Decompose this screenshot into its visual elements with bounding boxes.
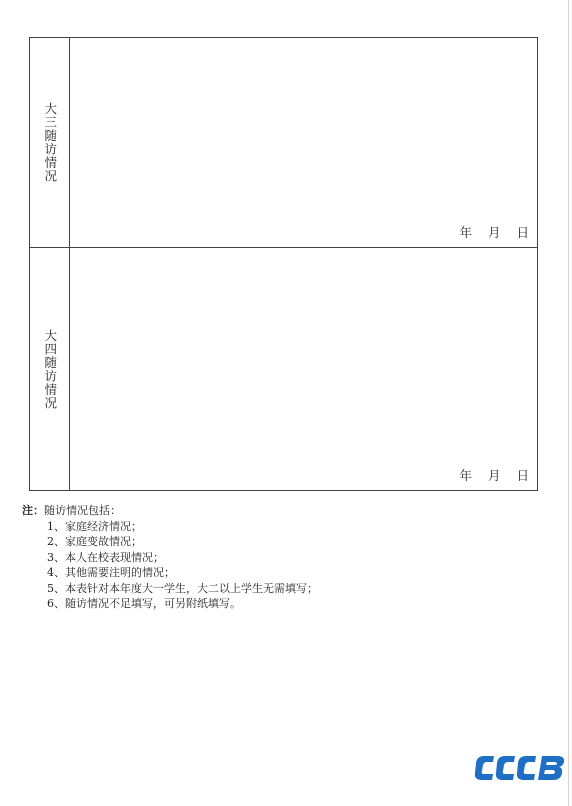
date-year-label: 年 <box>459 468 472 483</box>
date-line-year3 <box>459 223 529 241</box>
row-label-cell <box>30 248 70 490</box>
date-month-label: 月 <box>487 468 501 483</box>
date-month-label: 月 <box>487 225 501 240</box>
cccb-logo <box>474 753 566 783</box>
date-line-year4 <box>459 466 529 484</box>
notes-section <box>22 503 318 612</box>
table-row-year4 <box>30 248 537 490</box>
row-label-year3: 大三随访情况 <box>42 102 58 183</box>
notes-prefix: 注： <box>22 504 44 517</box>
notes-item: 6、随访情况不足填写，可另附纸填写。 <box>47 597 241 610</box>
notes-item: 4、其他需要注明的情况； <box>47 566 175 579</box>
notes-item: 1、家庭经济情况； <box>47 519 142 533</box>
date-year-label: 年 <box>459 225 472 240</box>
date-day-label: 日 <box>516 225 529 240</box>
notes-list <box>22 519 318 612</box>
notes-header <box>22 503 318 519</box>
table-row-year3 <box>30 38 537 248</box>
date-day-label: 日 <box>516 468 529 483</box>
row-label-year4: 大四随访情况 <box>42 328 58 410</box>
row-label-cell <box>30 38 70 247</box>
notes-item: 5、本表针对本年度大一学生，大二以上学生无需填写； <box>47 581 318 595</box>
page-edge-line <box>568 0 569 806</box>
follow-up-table <box>29 37 538 491</box>
notes-title: 随访情况包括： <box>44 504 121 517</box>
notes-item: 2、家庭变故情况； <box>47 535 142 548</box>
notes-item: 3、本人在校表现情况； <box>47 550 164 564</box>
